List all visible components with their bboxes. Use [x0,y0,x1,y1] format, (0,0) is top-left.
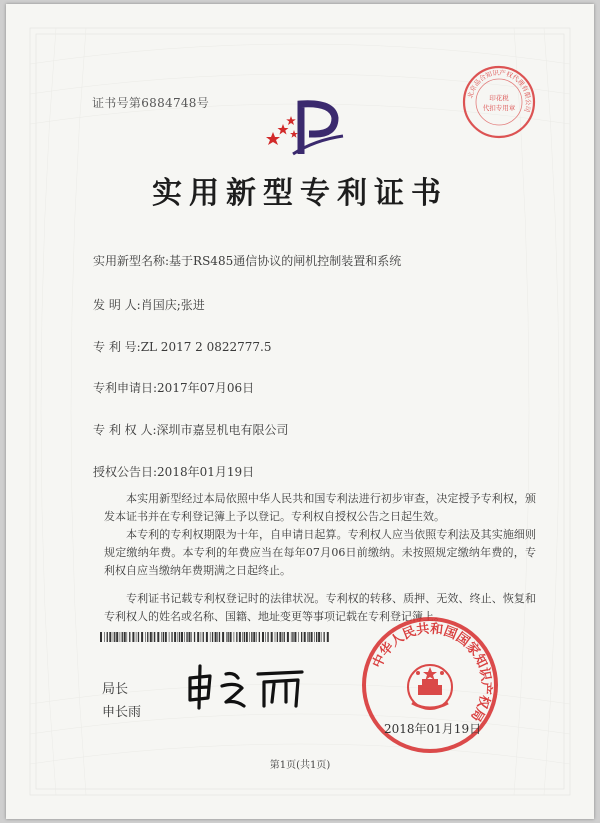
tax-stamp-center-line2: 代扣专用章 [482,104,516,112]
body-paragraph: 本专利的专利权期限为十年，自申请日起算。专利权人应当依照专利法及其实施细则规定缴纳年费。本专利的年费应当在每年07月06日前缴纳。未按照规定缴纳年费的，专利权自应当缴纳年费期满之日起终止。 [104,528,536,577]
seal-ring-text: 中华人民共和国国家知识产权局 [370,621,494,724]
body-paragraph: 专利证书记载专利权登记时的法律状况。专利权的转移、质押、无效、终止、恢复和专利权人的姓名或名称、国籍、地址变更等事项记载在专利登记簿上。 [104,592,536,623]
field-value: 2017年07月06日 [157,381,255,395]
certificate-number-suffix: 号 [196,96,210,110]
field-label: 实用新型名称: [93,254,170,268]
handwritten-signature [182,662,312,712]
tax-stamp-center-line1: 印花税 [489,94,509,102]
field-patent-number [93,338,272,355]
field-patentee [93,421,289,438]
patent-office-logo [263,96,349,156]
certificate-sheet [6,4,594,819]
seal-date: 2018年01月19日 [384,722,482,736]
field-label: 专 利 权 人: [93,423,157,437]
field-utility-model-name [93,252,401,269]
tax-stamp [461,64,537,140]
field-value: 2018年01月19日 [157,465,255,479]
signatory-title: 局长 [102,682,129,697]
certificate-number-label: 证书号第 [92,96,142,110]
field-value: 肖国庆;张进 [140,298,205,312]
field-label: 专利申请日: [93,381,158,395]
field-label: 专 利 号: [93,340,141,354]
certificate-title: 实用新型专利证书 [152,176,448,211]
barcode [100,632,332,642]
field-value: ZL 2017 2 0822777.5 [140,340,272,354]
field-grant-date [93,463,254,480]
field-value: 深圳市嘉昱机电有限公司 [156,423,289,437]
certificate-number-value: 6884748 [141,96,197,110]
field-label: 授权公告日: [93,465,158,479]
certificate-body [104,490,536,626]
field-inventors [93,296,205,313]
national-emblem-icon [408,665,452,709]
body-paragraph: 本实用新型经过本局依照中华人民共和国专利法进行初步审查，决定授予专利权，颁发本证书并在专利登记簿上予以登记。专利权自授权公告之日起生效。 [104,492,536,523]
certificate-number [92,94,209,111]
field-value: 基于RS485通信协议的闸机控制装置和系统 [169,254,402,268]
field-filing-date [93,379,254,396]
field-label: 发 明 人: [93,298,141,312]
page-footer: 第1页(共1页) [269,760,331,771]
signatory-name: 申长雨 [102,705,142,720]
logo-stars [266,116,298,145]
tax-stamp-ring-text: 北京品合知识产权代理有限公司 [466,68,533,114]
